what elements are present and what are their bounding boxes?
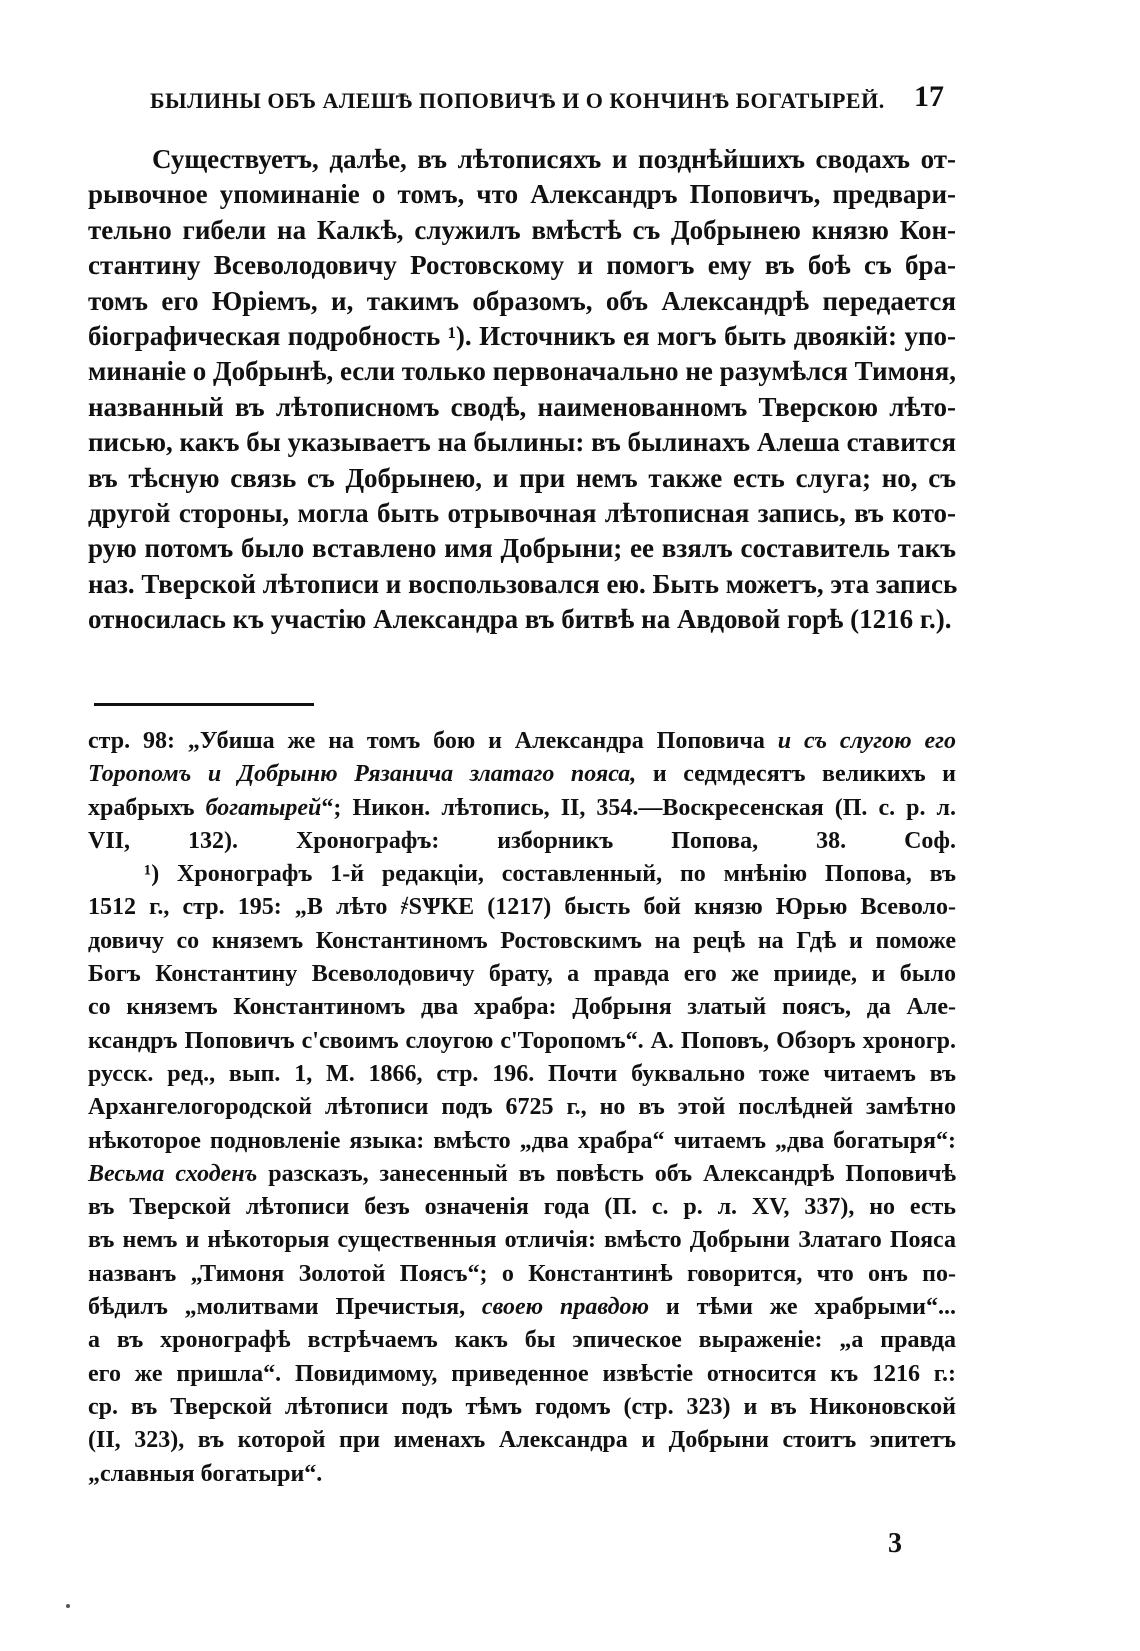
footnote-segment: и съ слугою его <box>777 728 956 754</box>
text-line: рую потомъ было вставлено имя Добрыни; ее взялъ составитель такъ <box>88 533 956 564</box>
footnote-segment: стр. 98: „Убиша же на томъ бою и Александра Поповича <box>88 728 778 754</box>
footnote-line <box>88 1191 956 1224</box>
text-line: стантину Всеволодовичу Ростовскому и помогъ ему въ боѣ съ бра- <box>88 250 956 281</box>
text-line: наз. Тверской лѣтописи и воспользовался ею. Быть можетъ, эта запись <box>88 568 958 599</box>
footnote-line <box>88 1324 956 1357</box>
footnote-segment: ср. въ Тверской лѣтописи подъ тѣмъ годомъ (стр. 323) и въ Никоновской <box>88 1393 956 1420</box>
footnote-segment: русск. ред., вып. 1, М. 1866, стр. 196. Почти буквально тоже читаемъ въ <box>88 1060 956 1087</box>
footnote-segment: разсказъ, занесенный въ повѣсть объ Александрѣ Поповичѣ <box>257 1160 956 1187</box>
footnote-segment: своею правдою <box>481 1294 650 1321</box>
footnote-segment: его же пришла“. Повидимому, приведенное извѣстіе относится къ 1216 г.: <box>88 1360 956 1387</box>
footnote-line <box>88 1291 956 1324</box>
text-line: относилась къ участію Александра въ битвѣ на Авдовой горѣ (1216 г.). <box>88 604 952 635</box>
footnote-segment: „славныя богатыри“. <box>88 1460 323 1487</box>
footnote-segment: нѣкоторое подновленіе языка: вмѣсто „два храбра“ читаемъ „два богатыря“: <box>88 1127 956 1154</box>
footnote-segment: богатырей <box>205 794 322 821</box>
main-paragraph <box>88 142 956 638</box>
text-line: въ тѣсную связь съ Добрынею, и при немъ также есть слуга; но, съ <box>88 462 956 493</box>
footnote-line <box>88 1125 956 1158</box>
footnote-line <box>88 991 956 1024</box>
signature-mark: 3 <box>888 1528 902 1559</box>
running-header: БЫЛИНЫ ОБЪ АЛЕШѢ ПОПОВИЧѢ И О КОНЧИНѢ БОГАТЫРЕЙ. <box>150 88 885 113</box>
footnote-separator <box>94 703 314 706</box>
footnote-segment: VII, 132). Хронографъ: изборникъ Попова, 38. Соф. <box>88 827 956 854</box>
footnote-segment: довичу со княземъ Константиномъ Ростовскимъ на рецѣ на Гдѣ и поможе <box>88 927 956 954</box>
footnotes <box>88 725 956 1491</box>
footnote-segment: бѣдилъ „молитвами Пречистыя, <box>88 1294 482 1321</box>
footnote-segment: со княземъ Константиномъ два храбра: Добрыня златый поясъ, да Але- <box>88 994 956 1021</box>
footnote-line <box>88 858 956 891</box>
footnote-line <box>88 758 956 791</box>
text-line: другой стороны, могла быть отрывочная лѣтописная запись, въ кото- <box>88 498 956 529</box>
footnote-line <box>88 1158 956 1191</box>
text-line: писью, какъ бы указываетъ на былины: въ былинахъ Алеша ставится <box>88 427 956 458</box>
footnote-line <box>88 1091 956 1124</box>
footnote-segment: и тѣми же храбрыми“... <box>649 1294 956 1321</box>
footnote-line <box>88 1424 956 1457</box>
footnote-segment: ксандръ Поповичъ с'своимъ слоугою с'Торопомъ“. А. Поповъ, Обзоръ хроногр. <box>88 1027 956 1054</box>
paper-speck <box>66 1604 70 1608</box>
footnote-line <box>88 1058 956 1091</box>
footnote-segment: и седмдесятъ великихъ и <box>636 761 956 788</box>
text-line: названный въ лѣтописномъ сводѣ, наименованномъ Тверскою лѣто- <box>88 391 956 422</box>
footnote-segment: Весьма сходенъ <box>88 1160 258 1187</box>
footnote-segment: въ немъ и нѣкоторыя существенныя отличія: вмѣсто Добрыни Златаго Пояса <box>88 1227 956 1254</box>
footnote-line <box>88 925 956 958</box>
footnote-segment: 1512 г., стр. 195: „В лѣто ҂ЅѰКЕ (1217) бысть бой князю Юрью Всеволо- <box>88 894 956 921</box>
text-line: Существуетъ, далѣе, въ лѣтописяхъ и позднѣйшихъ сводахъ от- <box>152 144 956 174</box>
footnote-segment: (II, 323), въ которой при именахъ Александра и Добрыни стоитъ эпитетъ <box>88 1427 956 1454</box>
footnote-line <box>88 825 956 858</box>
footnote-segment: ¹) Хронографъ 1-й редакціи, составленный, по мнѣнію Попова, въ <box>144 861 956 888</box>
footnote-line <box>88 1025 956 1058</box>
footnote-segment: а въ хронографѣ встрѣчаемъ какъ бы эпическое выраженіе: „а правда <box>88 1327 956 1354</box>
footnote-line <box>88 1391 956 1424</box>
footnote-line <box>88 792 956 825</box>
footnote-line <box>88 1458 956 1491</box>
footnote-line <box>88 1258 956 1291</box>
text-line: біографическая подробность ¹). Источникъ ея могъ быть двоякій: упо- <box>88 321 956 352</box>
footnote-segment: Архангелогородской лѣтописи подъ 6725 г., но въ этой послѣдней замѣтно <box>88 1094 956 1121</box>
footnote-line <box>88 725 956 758</box>
footnote-segment: названъ „Тимоня Золотой Поясъ“; о Константинѣ говорится, что онъ по- <box>88 1260 956 1287</box>
footnote-segment: “; Никон. лѣтопись, II, 354.—Воскресенская (П. с. р. л. <box>321 794 957 821</box>
footnote-line <box>88 958 956 991</box>
footnote-segment: Торопомъ и Добрыню Рязанича златаго пояса, <box>88 761 637 788</box>
page-number: 17 <box>914 80 944 113</box>
footnote-segment: въ Тверской лѣтописи безъ означенія года (П. с. р. л. XV, 337), но есть <box>88 1194 956 1221</box>
text-line: рывочное упоминаніе о томъ, что Александръ Поповичъ, предвари- <box>88 179 956 210</box>
footnote-line <box>88 1358 956 1391</box>
footnote-segment: Богъ Константину Всеволодовичу брату, а правда его же прииде, и было <box>88 961 956 988</box>
text-line: томъ его Юріемъ, и, такимъ образомъ, объ Александрѣ передается <box>88 285 956 316</box>
text-line: минаніе о Добрынѣ, если только первоначально не разумѣлся Тимоня, <box>88 356 956 387</box>
text-line: тельно гибели на Калкѣ, служилъ вмѣстѣ съ Добрынею князю Кон- <box>88 214 956 245</box>
footnote-segment: храбрыхъ <box>88 794 206 821</box>
footnote-line <box>88 891 956 924</box>
footnote-line <box>88 1224 956 1257</box>
